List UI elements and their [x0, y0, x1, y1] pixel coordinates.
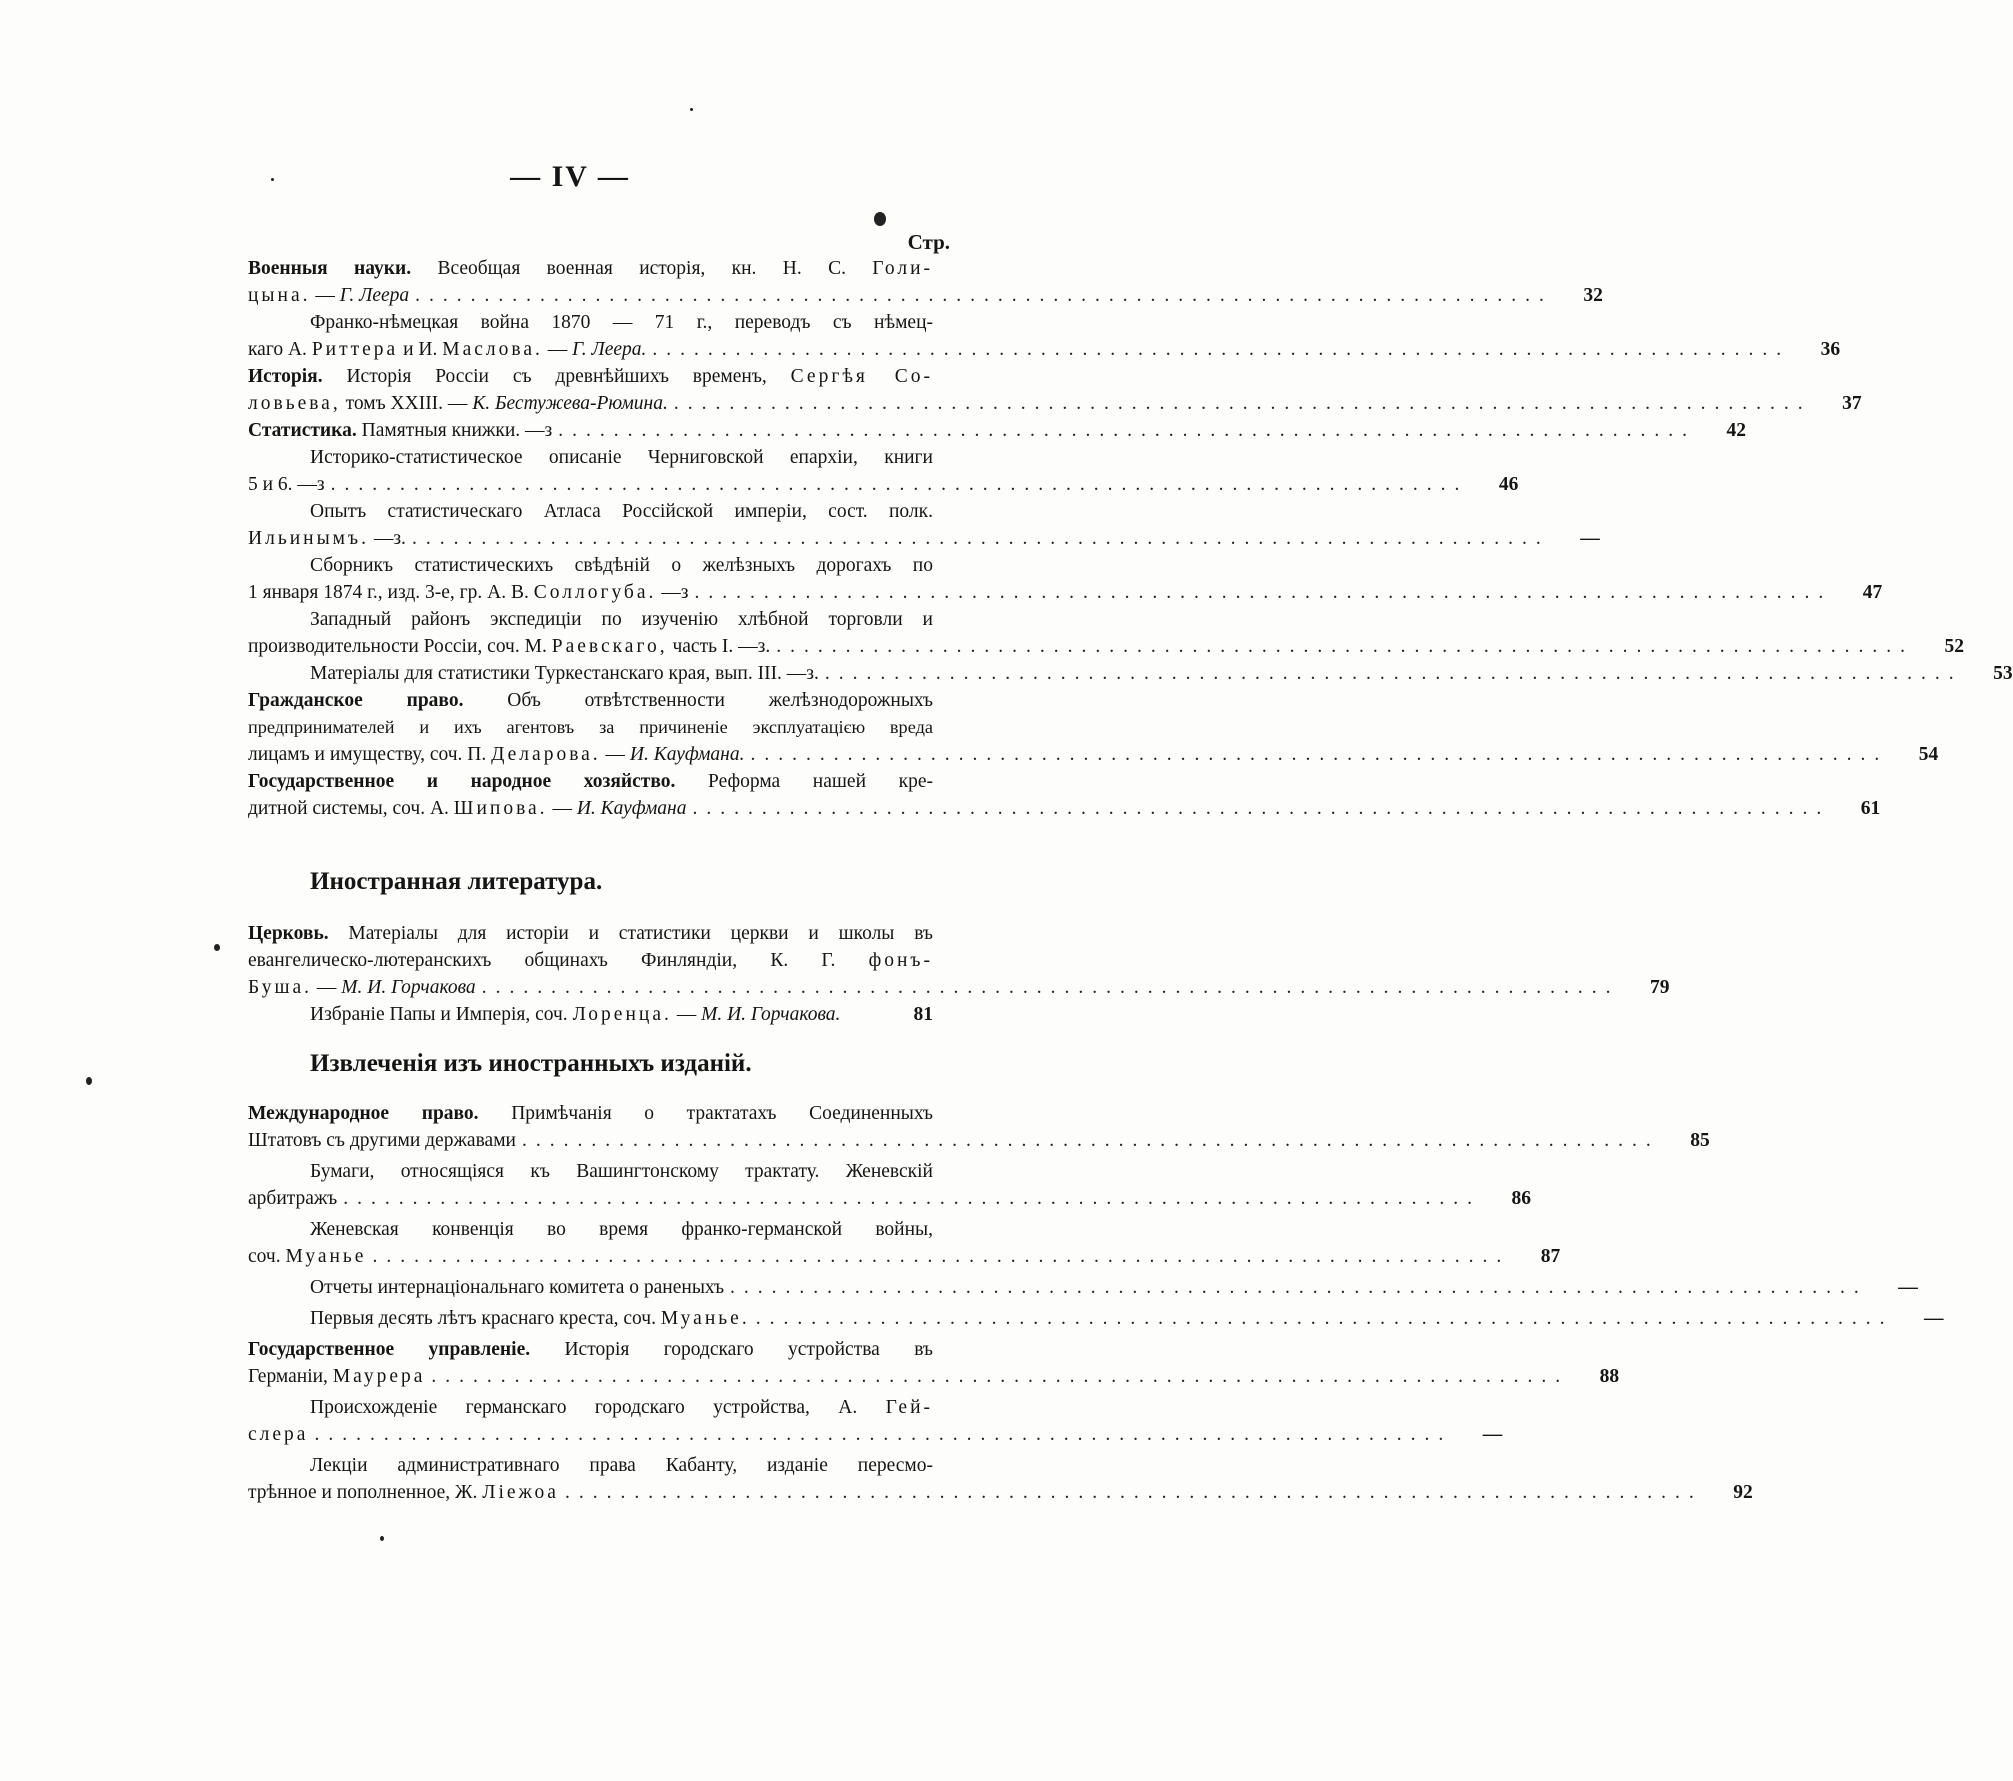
toc-entry-grain-trade-l2: производительности Россіи, соч. М. Раевскаго, часть I. —з. .................................................................................. 52 — [248, 633, 933, 660]
page-number: 61 — [1860, 798, 1881, 819]
toc-entry-franco-german-l2: каго А. Риттера и И. Маслова. — Г. Леера. .................................................................................. 36 — [248, 336, 933, 363]
page-number: 88 — [1599, 1366, 1620, 1387]
page-number: — — [1482, 1424, 1503, 1445]
ink-speck — [86, 1077, 92, 1085]
toc-entry-state-admin-l1: Государственное управленіе. Исторія городскаго устройства въ — [248, 1339, 933, 1360]
page-number: 81 — [913, 1004, 933, 1025]
toc-entry-intl-law-l1: Международное право. Примѣчанія о трактатахъ Соединенныхъ — [248, 1103, 933, 1124]
toc-entry-history-l1: Исторія. Исторія Россіи съ древнѣйшихъ временъ, Сергѣя Со- — [248, 366, 933, 387]
page-number: 53 — [1993, 663, 2013, 684]
toc-entry-turkestan: Матеріалы для статистики Туркестанскаго края, вып. III. —з. .................................................................................. 53 — [248, 660, 933, 687]
ink-speck — [271, 178, 274, 181]
toc-entry-intl-law-l2: Штатовъ съ другими державами .................................................................................. 85 — [248, 1127, 933, 1154]
toc-entry-civil-law-l2: предпринимателей и ихъ агентовъ за причиненіе эксплуатацією вреда — [248, 717, 933, 737]
page-number: 86 — [1511, 1188, 1531, 1209]
page-number: — — [1580, 528, 1600, 549]
page-numeral: — IV — — [510, 160, 630, 193]
toc-entry-church-l2: евангелическо-лютеранскихъ общинахъ Финляндіи, К. Г. фонъ- — [248, 950, 933, 971]
toc-block-domestic — [248, 255, 2013, 822]
toc-entry-franco-german-l1: Франко-нѣмецкая война 1870 — 71 г., переводъ съ нѣмец- — [310, 312, 933, 333]
toc-entry-origin-l1: Происхожденіе германскаго городскаго устройства, А. Гей- — [310, 1397, 934, 1418]
toc-entry-washington-l2: арбитражъ .................................................................................. 86 — [248, 1185, 933, 1212]
page-number: — — [1923, 1308, 1944, 1329]
toc-entry-papacy: Избраніе Папы и Имперія, соч. Лоренца. — М. И. Горчакова. 81 — [248, 1001, 933, 1028]
toc-entry-geneva-l1: Женевская конвенція во время франко-германской войны, — [310, 1219, 933, 1240]
toc-entry-grain-trade-l1: Западный районъ экспедиціи по изученію хлѣбной торговли и — [310, 609, 933, 630]
toc-entry-church-l1: Церковь. Матеріалы для исторіи и статистики церкви и школы въ — [248, 923, 933, 944]
page-number: 54 — [1918, 744, 1939, 765]
toc-entry-chernigov-l2: 5 и 6. —з .................................................................................. 46 — [248, 471, 933, 498]
page-number: 79 — [1649, 977, 1670, 998]
page-number: — — [1898, 1277, 1918, 1298]
toc-block-foreign — [248, 920, 1670, 1028]
page-number: 52 — [1944, 636, 1964, 657]
toc-entry-statistics: Статистика. Памятныя книжки. —з .................................................................................. 42 — [248, 417, 933, 444]
toc-entry-atlas-l1: Опытъ статистическаго Атласа Россійской имперіи, сост. полк. — [310, 501, 933, 522]
toc-entry-atlas-l2: Ильинымъ. —з. .................................................................................. — — [248, 525, 933, 552]
page-number: 42 — [1726, 420, 1747, 441]
toc-entry-lectures-l2: трѣнное и пополненное, Ж. Ліежоа .................................................................................. 92 — [248, 1479, 933, 1506]
ink-speck — [690, 108, 693, 111]
ink-speck — [380, 1536, 384, 1541]
page-number: 85 — [1690, 1130, 1710, 1151]
page-number: 36 — [1820, 339, 1841, 360]
toc-block-extracts — [248, 1100, 1944, 1506]
toc-entry-origin-l2: слера .................................................................................. — — [248, 1421, 933, 1448]
toc-entry-military-l1: Военныя науки. Всеобщая военная исторія, кн. Н. С. Голи- — [248, 258, 934, 279]
section-heading-foreign-literature: Иностранная литература. — [310, 868, 603, 895]
toc-entry-railways-l2: 1 января 1874 г., изд. 3-е, гр. А. В. Соллогуба. —з .................................................................................. 47 — [248, 579, 933, 606]
toc-entry-railways-l1: Сборникъ статистическихъ свѣдѣній о желѣзныхъ дорогахъ по — [310, 555, 933, 576]
page-number: 37 — [1842, 393, 1862, 414]
toc-entry-chernigov-l1: Историко-статистическое описаніе Черниговской епархіи, книги — [310, 447, 933, 468]
page-number: 87 — [1540, 1246, 1561, 1267]
toc-entry-lectures-l1: Лекціи административнаго права Кабанту, изданіе пересмо- — [310, 1455, 933, 1476]
toc-entry-economy-l2: дитной системы, соч. А. Шипова. — И. Кауфмана .................................................................................. 61 — [248, 795, 933, 822]
toc-entry-state-admin-l2: Германіи, Маурера .................................................................................. 88 — [248, 1363, 933, 1390]
page-number: 32 — [1583, 285, 1603, 306]
toc-entry-geneva-l2: соч. Муанье .................................................................................. 87 — [248, 1243, 933, 1270]
toc-entry-military-l2: цына. — Г. Леера .................................................................................. 32 — [248, 282, 933, 309]
section-heading-extracts: Извлеченія изъ иностранныхъ изданій. — [310, 1050, 752, 1077]
toc-entry-history-l2: ловьева, томъ XXIII. — К. Бестужева-Рюмина. .................................................................................. 37 — [248, 390, 933, 417]
toc-entry-red-cross: Первыя десять лѣтъ краснаго креста, соч. Муанье. .................................................................................. — — [248, 1305, 933, 1332]
toc-entry-washington-l1: Бумаги, относящіяся къ Вашингтонскому трактату. Женевскій — [310, 1161, 933, 1182]
page-number: 92 — [1733, 1482, 1753, 1503]
page-column-label: Стр. — [907, 230, 950, 254]
ink-speck — [214, 944, 220, 951]
page-number: 47 — [1862, 582, 1883, 603]
page-number: 46 — [1498, 474, 1519, 495]
ink-speck — [874, 212, 886, 226]
toc-entry-reports: Отчеты интернаціональнаго комитета о раненыхъ .................................................................................. — — [248, 1274, 933, 1301]
toc-entry-economy-l1: Государственное и народное хозяйство. Реформа нашей кре- — [248, 771, 933, 792]
toc-entry-church-l3: Буша. — М. И. Горчакова .................................................................................. 79 — [248, 974, 933, 1001]
toc-entry-civil-law-l3: лицамъ и имуществу, соч. П. Деларова. — И. Кауфмана. .................................................................................. 54 — [248, 741, 933, 768]
toc-entry-civil-law-l1: Гражданское право. Объ отвѣтственности желѣзнодорожныхъ — [248, 690, 934, 711]
